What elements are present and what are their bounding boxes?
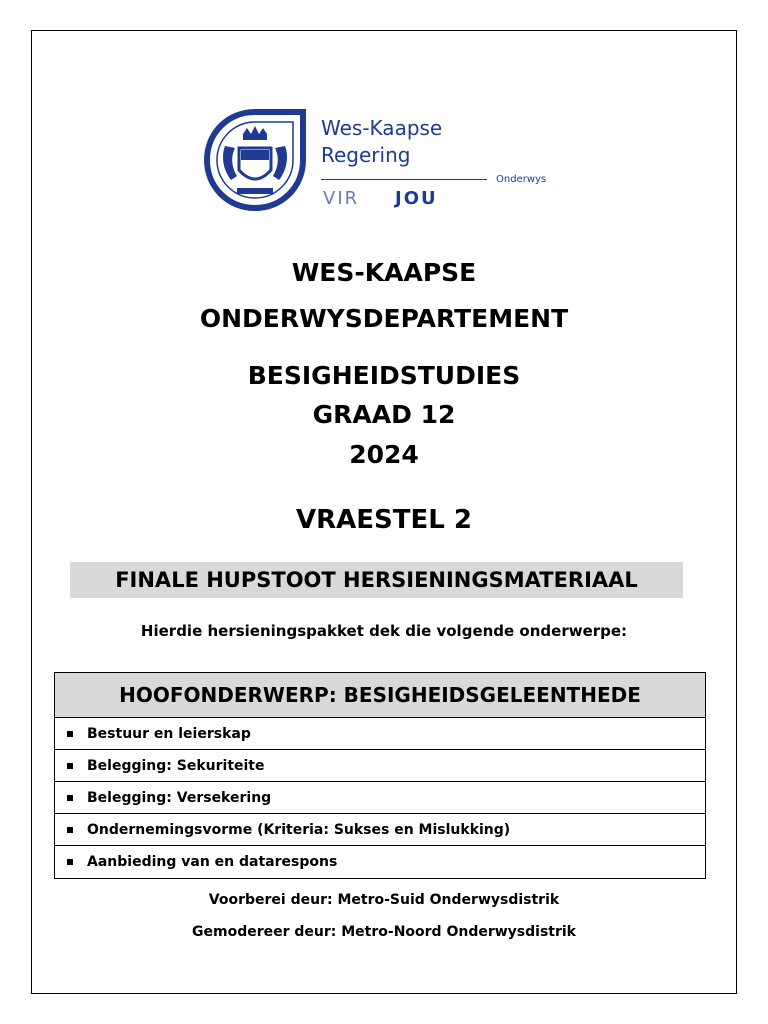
logo-text-line2: Regering	[321, 143, 411, 167]
bullet-icon	[67, 859, 73, 865]
title-line2: ONDERWYSDEPARTEMENT	[199, 304, 569, 333]
topic-label: Ondernemingsvorme (Kriteria: Sukses en Mislukking)	[87, 821, 511, 838]
bullet-icon	[67, 795, 73, 801]
topic-row	[55, 782, 705, 814]
year-title: 2024	[349, 440, 419, 469]
paper-title: VRAESTEL 2	[296, 505, 472, 535]
moderated-by: Gemodereer deur: Metro-Noord Onderwysdistrik	[192, 924, 576, 940]
grade-title: GRAAD 12	[312, 400, 456, 429]
topic-row	[55, 718, 705, 750]
subject-title: BESIGHEIDSTUDIES	[247, 361, 521, 390]
logo-divider	[321, 179, 487, 180]
topics-table	[54, 672, 706, 879]
government-logo	[203, 108, 583, 218]
topic-row	[55, 750, 705, 782]
topic-label: Aanbieding van en datarespons	[87, 854, 338, 870]
logo-tagline-vir: VIR	[323, 188, 360, 209]
bullet-icon	[67, 731, 73, 737]
bullet-icon	[67, 763, 73, 769]
material-banner: FINALE HUPSTOOT HERSIENINGSMATERIAAL	[70, 562, 683, 598]
title-line1: WES-KAAPSE	[291, 258, 477, 287]
logo-text-line1: Wes-Kaapse	[321, 116, 443, 140]
logo-department: Onderwys	[496, 174, 547, 185]
topic-label: Belegging: Versekering	[87, 789, 272, 806]
intro-text: Hierdie hersieningspakket dek die volgende onderwerpe:	[140, 622, 628, 640]
topic-label: Belegging: Sekuriteite	[87, 757, 265, 774]
topic-row	[55, 846, 705, 878]
topics-heading: HOOFONDERWERP: BESIGHEIDSGELEENTHEDE	[55, 673, 705, 718]
bullet-icon	[67, 827, 73, 833]
logo-tagline-jou: JOU	[395, 188, 438, 209]
topic-label: Bestuur en leierskap	[87, 725, 251, 742]
topic-row	[55, 814, 705, 846]
prepared-by: Voorberei deur: Metro-Suid Onderwysdistrik	[208, 892, 560, 908]
coat-of-arms-icon	[203, 108, 313, 213]
